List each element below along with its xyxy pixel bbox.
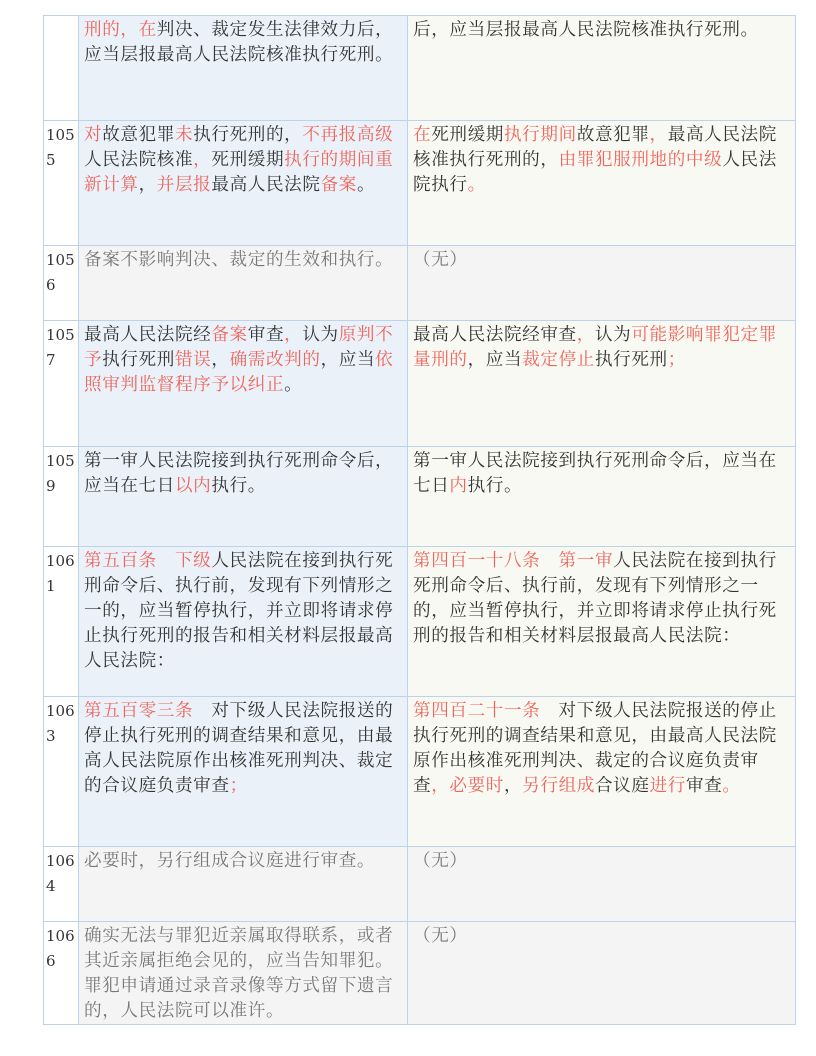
article-number — [44, 16, 79, 121]
new-text-cell — [408, 847, 796, 922]
text-segment: 人民法院在接到执行死刑命令后、执行前，发现有下列情形之一的，应当暂停执行，并立即将请求停止执行死刑的报告和相关材料层报最高人民法院： — [413, 551, 777, 646]
changed-text: 刑的，在 — [84, 20, 157, 40]
new-text-cell — [408, 547, 796, 697]
old-text-cell — [79, 547, 408, 697]
changed-text: ， — [649, 125, 668, 145]
changed-text: 。 — [467, 175, 486, 195]
changed-text: ，必要时 — [431, 776, 504, 796]
old-text-cell — [79, 246, 408, 321]
changed-text: ， — [576, 325, 595, 345]
text-segment: 执行死刑 — [594, 350, 668, 370]
article-number: 1057 — [44, 321, 79, 447]
changed-text: 并层报 — [156, 175, 212, 195]
text-segment: 最高人民法院 — [211, 175, 321, 195]
text-segment: 第一审人民法院接到执行死刑命令后，应当在七日 — [413, 451, 777, 496]
changed-text: 原判不予 — [84, 325, 394, 370]
text-segment: （无） — [413, 926, 468, 946]
new-text-cell — [408, 121, 796, 246]
text-segment: 最高人民法院经 — [84, 325, 212, 345]
new-text-cell — [408, 321, 796, 447]
text-segment: 执行死刑 — [102, 350, 175, 370]
changed-text: 由罪犯服刑地的中级 — [558, 150, 723, 170]
text-segment: 后，应当层报最高人民法院核准执行死刑。 — [413, 20, 759, 40]
text-segment: 故意犯罪 — [102, 125, 175, 145]
text-segment: 执行。 — [211, 476, 266, 496]
article-number: 1066 — [44, 922, 79, 1025]
changed-text: 备案 — [320, 175, 357, 195]
old-text-cell — [79, 321, 408, 447]
table-row — [44, 547, 796, 697]
text-segment: 执行。 — [467, 476, 523, 496]
changed-text: 内 — [449, 476, 468, 496]
changed-text: ； — [229, 776, 248, 796]
changed-text: 裁定停止 — [522, 350, 595, 370]
table-row — [44, 697, 796, 847]
changed-text: 进行 — [649, 776, 686, 796]
article-number: 1056 — [44, 246, 79, 321]
text-segment: 最高人民法院核准执行死刑的， — [413, 125, 777, 170]
changed-text: 不再报高级 — [302, 125, 394, 145]
changed-text: 执行的期间重新计算 — [84, 150, 394, 195]
changed-text: ， — [284, 325, 303, 345]
changed-text: 备案 — [211, 325, 248, 345]
table-row — [44, 121, 796, 246]
article-number: 1059 — [44, 447, 79, 547]
article-number: 1064 — [44, 847, 79, 922]
new-text-cell — [408, 922, 796, 1025]
new-text-cell — [408, 697, 796, 847]
text-segment: （无） — [413, 250, 468, 270]
changed-text: 以内 — [174, 476, 212, 496]
text-segment: 执行死刑的， — [193, 125, 303, 145]
text-segment: 判决、裁定发生法律效力后，应当层报最高人民法院核准执行死刑。 — [84, 20, 394, 65]
article-number: 1063 — [44, 697, 79, 847]
text-segment: 确实无法与罪犯近亲属取得联系，或者其近亲属拒绝会见的，应当告知罪犯。罪犯申请通过录音录像等方式留下遗言的，人民法院可以准许。 — [84, 926, 394, 1021]
old-text-cell — [79, 16, 408, 121]
table-row — [44, 16, 796, 121]
table-row — [44, 922, 796, 1025]
text-segment: ，应当 — [467, 350, 523, 370]
changed-text: 错误 — [174, 350, 212, 370]
changed-text: 对 — [84, 125, 103, 145]
changed-text: 确需改判的 — [229, 350, 321, 370]
table-row — [44, 246, 796, 321]
new-text-cell — [408, 447, 796, 547]
text-segment: （无） — [413, 851, 468, 871]
changed-text: 第五百零三条 — [84, 701, 194, 721]
text-segment: ， — [503, 776, 523, 796]
old-text-cell — [79, 922, 408, 1025]
text-segment: 第一审人民法院接到执行死刑命令后，应当在七日 — [84, 451, 394, 496]
text-segment: 审查 — [685, 776, 723, 796]
changed-text: ， — [193, 150, 212, 170]
law-comparison-table — [43, 15, 796, 1025]
text-segment: 死刑缓期 — [431, 125, 504, 145]
text-segment: 合议庭 — [594, 776, 650, 796]
changed-text: 另行组成 — [522, 776, 595, 796]
old-text-cell — [79, 847, 408, 922]
old-text-cell — [79, 697, 408, 847]
text-segment: 死刑缓期 — [211, 150, 285, 170]
text-segment: 认为 — [302, 325, 339, 345]
table-row — [44, 321, 796, 447]
article-number: 1055 — [44, 121, 79, 246]
changed-text: 依照审判监督程序予以纠正 — [84, 350, 394, 395]
new-text-cell — [408, 16, 796, 121]
text-segment: ，应当 — [320, 350, 376, 370]
text-segment: 审查 — [247, 325, 285, 345]
old-text-cell — [79, 447, 408, 547]
text-segment: 故意犯罪 — [576, 125, 650, 145]
changed-text: 第四百二十一条 — [413, 701, 541, 721]
old-text-cell — [79, 121, 408, 246]
text-segment: 人民法院核准 — [84, 150, 194, 170]
text-segment: 对下级人民法院报送的停止执行死刑的调查结果和意见，由最高人民法院原作出核准死刑判决、裁定的合议庭负责审查 — [84, 701, 394, 796]
table-body — [44, 16, 796, 1025]
table-row — [44, 847, 796, 922]
changed-text: 第五百条 下级 — [84, 551, 212, 571]
changed-text: 未 — [174, 125, 194, 145]
text-segment: 人民法院在接到执行死刑命令后、执行前，发现有下列情形之一的，应当暂停执行，并立即将请求停止执行死刑的报告和相关材料层报最高人民法院： — [84, 551, 394, 671]
text-segment: ， — [211, 350, 230, 370]
new-text-cell — [408, 246, 796, 321]
text-segment: 对下级人民法院报送的停止执行死刑的调查结果和意见，由最高人民法院原作出核准死刑判决、裁定的合议庭负责审查 — [413, 701, 777, 796]
text-segment: 最高人民法院经审查 — [413, 325, 577, 345]
changed-text: 可能影响罪犯定罪量刑的 — [413, 325, 777, 370]
text-segment: 。 — [356, 175, 376, 195]
text-segment: 备案不影响判决、裁定的生效和执行。 — [84, 250, 394, 270]
text-segment: 认为 — [594, 325, 632, 345]
text-segment: 人民法院执行 — [413, 150, 777, 195]
text-segment: 必要时，另行组成合议庭进行审查。 — [84, 851, 376, 871]
article-number: 1061 — [44, 547, 79, 697]
text-segment: ， — [138, 175, 157, 195]
text-segment: 。 — [284, 375, 303, 395]
changed-text: ； — [667, 350, 686, 370]
table-row — [44, 447, 796, 547]
changed-text: 第四百一十八条 第一审 — [413, 551, 614, 571]
changed-text: 。 — [722, 776, 741, 796]
changed-text: 执行期间 — [503, 125, 577, 145]
changed-text: 在 — [413, 125, 432, 145]
